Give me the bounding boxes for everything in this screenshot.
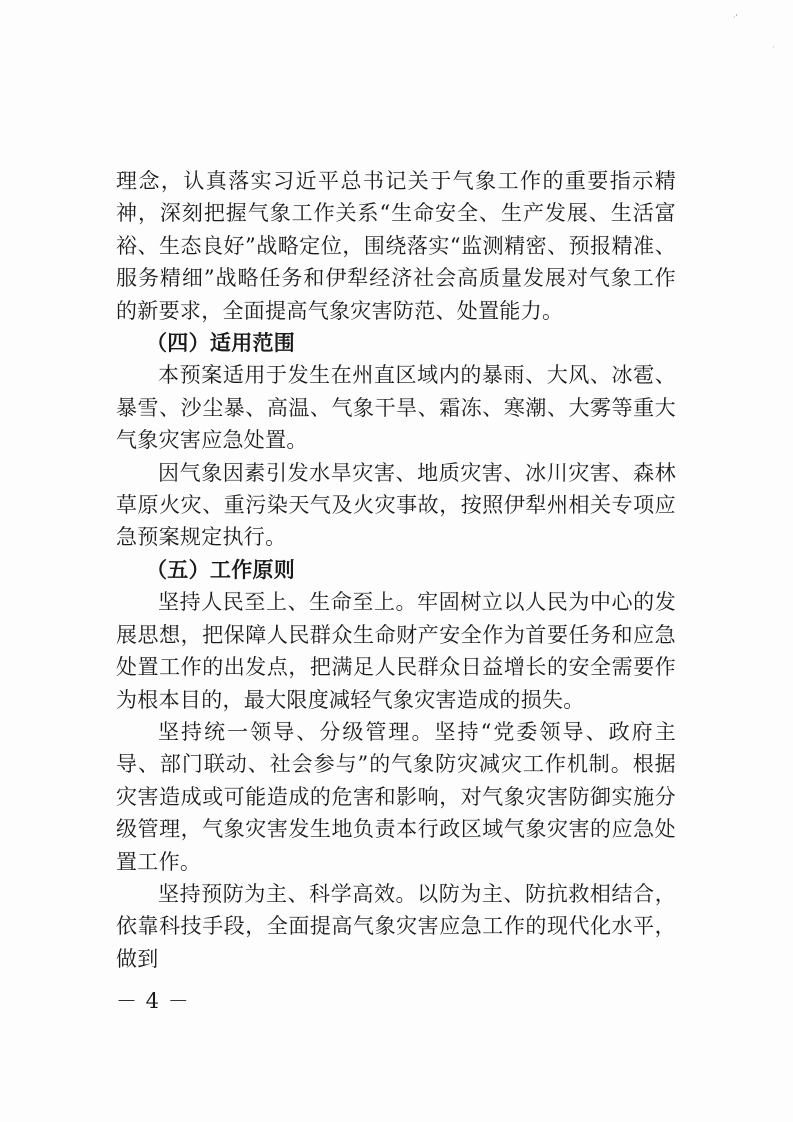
page-number: － 4 － xyxy=(116,989,190,1013)
section-heading-scope: （四）适用范围 xyxy=(146,330,296,356)
paragraph-principle-people-first: 坚持人民至上、生命至上。牢固树立以人民为中心的发展思想，把保障人民群众生命财产安全作为首要任务和应急处置工作的出发点，把满足人民群众日益增长的安全需要作为根本目的，最大限度减轻气象灾害造成的损失。 xyxy=(116,590,676,712)
document-body xyxy=(116,165,676,975)
scan-speck: ·' xyxy=(733,13,738,22)
paragraph-scope: 本预案适用于发生在州直区域内的暴雨、大风、冰雹、暴雪、沙尘暴、高温、气象干旱、霜冻、寒潮、大雾等重大气象灾害应急处置。 xyxy=(116,363,676,453)
paragraph-principle-prevention: 坚持预防为主、科学高效。以防为主、防抗救相结合，依靠科技手段，全面提高气象灾害应急工作的现代化水平，做到 xyxy=(116,881,676,971)
paragraph-scope-exclusions: 因气象因素引发水旱灾害、地质灾害、冰川灾害、森林草原火灾、重污染天气及火灾事故，按照伊犁州相关专项应急预案规定执行。 xyxy=(116,460,676,550)
paragraph-continuation: 理念，认真落实习近平总书记关于气象工作的重要指示精神，深刻把握气象工作关系“生命安全、生产发展、生活富裕、生态良好”战略定位，围绕落实“监测精密、预报精准、服务精细”战略任务和伊犁经济社会高质量发展对气象工作的新要求，全面提高气象灾害防范、处置能力。 xyxy=(116,169,676,323)
scan-speck: · xyxy=(772,43,775,52)
section-heading-principles: （五）工作原则 xyxy=(146,556,296,582)
paragraph-principle-unified-leadership: 坚持统一领导、分级管理。坚持“党委领导、政府主导、部门联动、社会参与”的气象防灾减灾工作机制。根据灾害造成或可能造成的危害和影响，对气象灾害防御实施分级管理，气象灾害发生地负责本行政区域气象灾害的应急处置工作。 xyxy=(116,719,676,874)
